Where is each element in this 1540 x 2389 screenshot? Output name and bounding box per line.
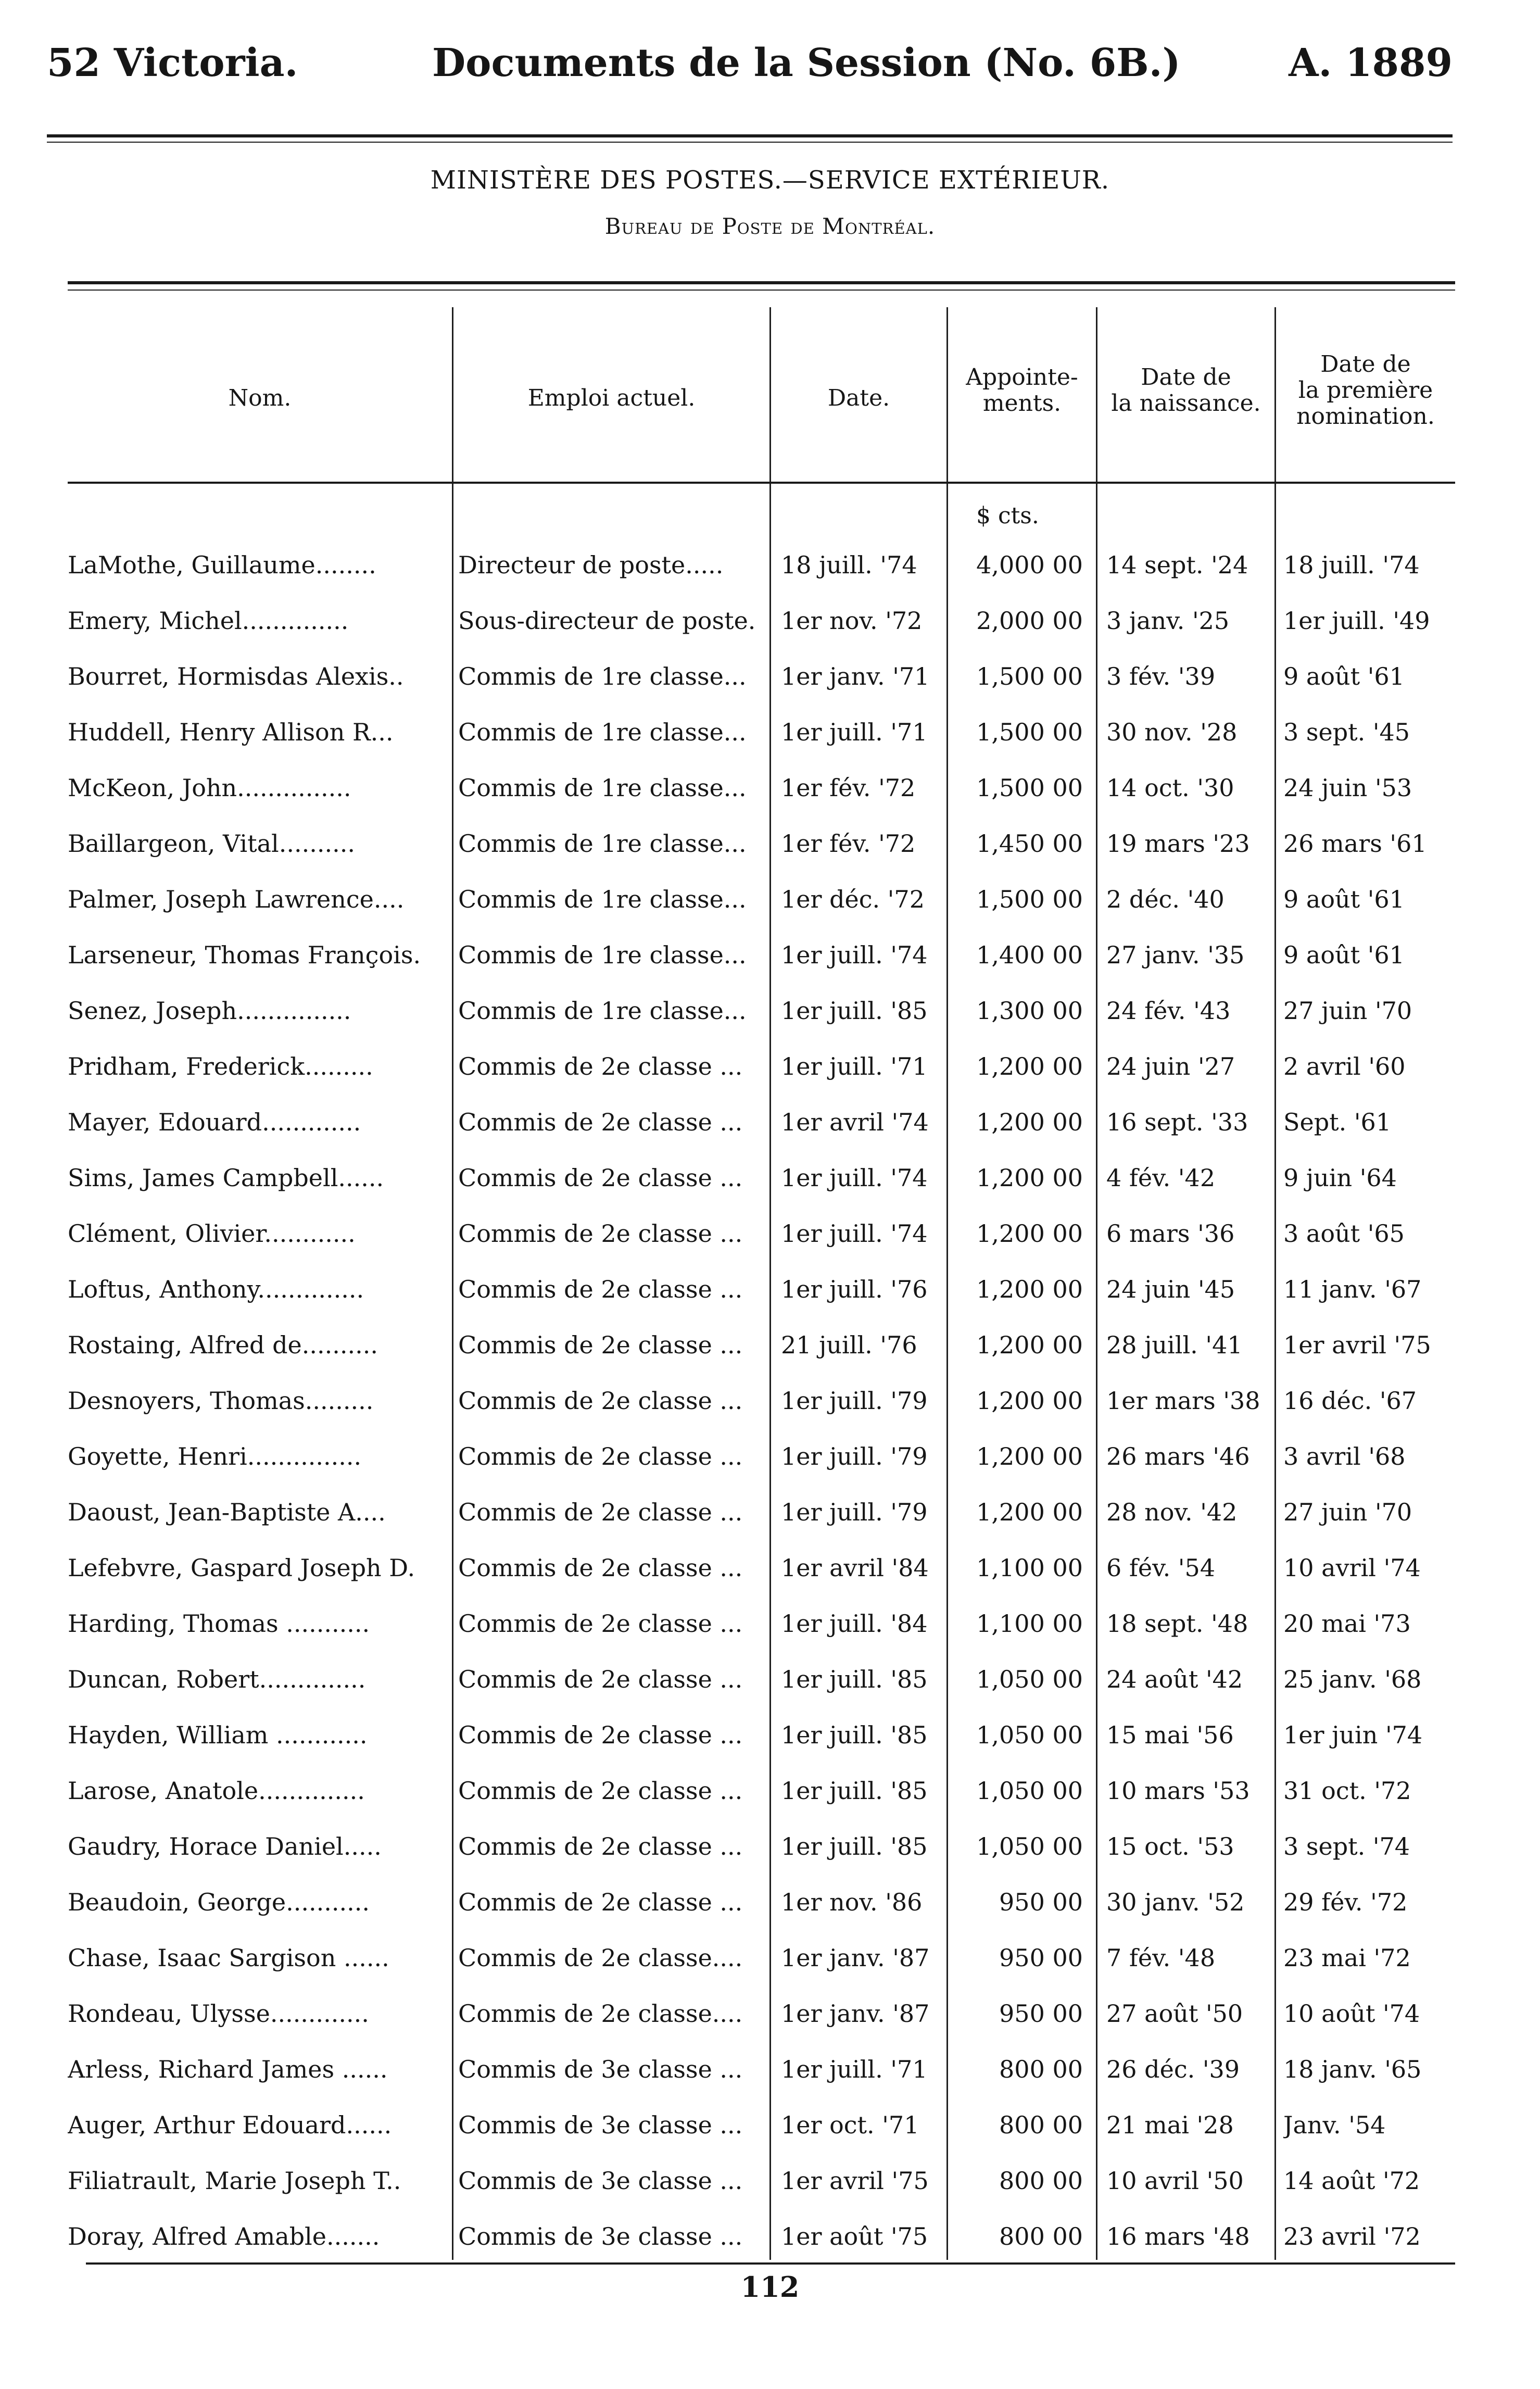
salary-amount: 1,300 00 bbox=[976, 997, 1083, 1025]
employee-name: Chase, Isaac Sargison ...... bbox=[68, 1944, 389, 1972]
employment-date: 1er déc. '72 bbox=[781, 885, 925, 913]
birth-date: 10 avril '50 bbox=[1106, 2167, 1244, 2195]
birth-date: 10 mars '53 bbox=[1106, 1777, 1250, 1805]
first-appointment-date: 10 avril '74 bbox=[1283, 1554, 1421, 1582]
employment-title: Commis de 3e classe ... bbox=[458, 2055, 743, 2083]
employee-name: Rostaing, Alfred de.......... bbox=[68, 1331, 378, 1359]
birth-date: 1er mars '38 bbox=[1106, 1387, 1260, 1415]
employment-date: 1er juill. '74 bbox=[781, 1219, 928, 1248]
employee-name: Senez, Joseph............... bbox=[68, 997, 351, 1025]
birth-date: 24 juin '45 bbox=[1106, 1275, 1235, 1303]
table-top-rule-thick bbox=[68, 281, 1455, 284]
birth-date: 6 mars '36 bbox=[1106, 1219, 1235, 1248]
birth-date: 30 nov. '28 bbox=[1106, 718, 1238, 746]
first-appointment-date: 9 juin '64 bbox=[1283, 1164, 1397, 1192]
salary-amount: 1,050 00 bbox=[976, 1665, 1083, 1693]
employment-title: Commis de 2e classe ... bbox=[458, 1721, 743, 1749]
birth-date: 24 fév. '43 bbox=[1106, 997, 1231, 1025]
column-header-appt-line2: la première bbox=[1298, 377, 1433, 404]
birth-date: 19 mars '23 bbox=[1106, 829, 1250, 858]
birth-date: 28 juill. '41 bbox=[1106, 1331, 1243, 1359]
first-appointment-date: 1er juin '74 bbox=[1283, 1721, 1423, 1749]
employee-name: Rondeau, Ulysse............. bbox=[68, 2000, 369, 2028]
employment-title: Commis de 2e classe.... bbox=[458, 1944, 743, 1972]
employee-name: Desnoyers, Thomas......... bbox=[68, 1387, 374, 1415]
employment-date: 1er avril '84 bbox=[781, 1554, 929, 1582]
employment-title: Commis de 2e classe ... bbox=[458, 1665, 743, 1693]
salary-amount: 1,200 00 bbox=[976, 1164, 1083, 1192]
employment-date: 1er juill. '71 bbox=[781, 2055, 928, 2083]
employment-date: 18 juill. '74 bbox=[781, 551, 917, 579]
salary-amount: 800 00 bbox=[999, 2167, 1083, 2195]
column-header-salary bbox=[948, 364, 1096, 417]
employment-title: Commis de 2e classe ... bbox=[458, 1777, 743, 1805]
footer-rule bbox=[86, 2262, 1455, 2265]
employment-title: Commis de 2e classe ... bbox=[458, 1331, 743, 1359]
employment-date: 1er avril '74 bbox=[781, 1108, 929, 1136]
birth-date: 30 janv. '52 bbox=[1106, 1888, 1245, 1916]
salary-amount: 1,500 00 bbox=[976, 774, 1083, 802]
first-appointment-date: 23 avril '72 bbox=[1283, 2222, 1421, 2250]
birth-date: 3 janv. '25 bbox=[1106, 607, 1230, 635]
employment-title: Commis de 1re classe... bbox=[458, 829, 747, 858]
table-row bbox=[0, 1879, 1540, 1934]
first-appointment-date: 24 juin '53 bbox=[1283, 774, 1412, 802]
first-appointment-date: 3 sept. '74 bbox=[1283, 1832, 1410, 1860]
first-appointment-date: 27 juin '70 bbox=[1283, 1498, 1412, 1526]
page-title: MINISTÈRE DES POSTES.—SERVICE EXTÉRIEUR. bbox=[430, 166, 1110, 195]
employment-title: Commis de 1re classe... bbox=[458, 774, 747, 802]
first-appointment-date: Janv. '54 bbox=[1283, 2111, 1386, 2139]
table-row bbox=[0, 1377, 1540, 1433]
column-header-appt-line3: nomination. bbox=[1296, 403, 1435, 430]
salary-amount: 1,200 00 bbox=[976, 1387, 1083, 1415]
salary-units-label: $ cts. bbox=[976, 502, 1039, 529]
table-row bbox=[0, 1210, 1540, 1266]
employment-title: Directeur de poste..... bbox=[458, 551, 724, 579]
table-row bbox=[0, 1823, 1540, 1879]
employee-name: Clément, Olivier............ bbox=[68, 1219, 356, 1248]
first-appointment-date: 9 août '61 bbox=[1283, 662, 1405, 690]
birth-date: 28 nov. '42 bbox=[1106, 1498, 1238, 1526]
first-appointment-date: 2 avril '60 bbox=[1283, 1052, 1406, 1080]
employment-title: Sous-directeur de poste. bbox=[458, 607, 756, 635]
column-header-employment bbox=[453, 385, 769, 411]
first-appointment-date: 1er avril '75 bbox=[1283, 1331, 1431, 1359]
employment-date: 1er juill. '71 bbox=[781, 1052, 928, 1080]
employment-title: Commis de 2e classe ... bbox=[458, 1888, 743, 1916]
employee-name: Larseneur, Thomas François. bbox=[68, 941, 421, 969]
first-appointment-date: 16 déc. '67 bbox=[1283, 1387, 1417, 1415]
birth-date: 27 août '50 bbox=[1106, 2000, 1243, 2028]
employee-name: Larose, Anatole.............. bbox=[68, 1777, 365, 1805]
employment-date: 1er juill. '76 bbox=[781, 1275, 928, 1303]
first-appointment-date: 29 fév. '72 bbox=[1283, 1888, 1408, 1916]
birth-date: 4 fév. '42 bbox=[1106, 1164, 1216, 1192]
salary-amount: 1,400 00 bbox=[976, 941, 1083, 969]
employment-date: 1er juill. '85 bbox=[781, 1777, 928, 1805]
employment-title: Commis de 2e classe ... bbox=[458, 1387, 743, 1415]
salary-amount: 1,500 00 bbox=[976, 662, 1083, 690]
employment-title: Commis de 3e classe ... bbox=[458, 2222, 743, 2250]
table-row bbox=[0, 1099, 1540, 1154]
employment-date: 1er janv. '71 bbox=[781, 662, 930, 690]
table-row bbox=[0, 1544, 1540, 1600]
column-header-date bbox=[771, 385, 946, 411]
table-top-rule-thin bbox=[68, 290, 1455, 291]
employee-name: Arless, Richard James ...... bbox=[68, 2055, 388, 2083]
first-appointment-date: Sept. '61 bbox=[1283, 1108, 1392, 1136]
table-row bbox=[0, 1266, 1540, 1322]
salary-amount: 2,000 00 bbox=[976, 607, 1083, 635]
salary-amount: 800 00 bbox=[999, 2222, 1083, 2250]
employment-title: Commis de 1re classe... bbox=[458, 662, 747, 690]
first-appointment-date: 11 janv. '67 bbox=[1283, 1275, 1422, 1303]
employee-name: Huddell, Henry Allison R... bbox=[68, 718, 394, 746]
employee-name: Daoust, Jean-Baptiste A.... bbox=[68, 1498, 386, 1526]
employment-title: Commis de 1re classe... bbox=[458, 718, 747, 746]
employment-date: 1er juill. '79 bbox=[781, 1442, 928, 1470]
employment-date: 1er janv. '87 bbox=[781, 1944, 930, 1972]
first-appointment-date: 10 août '74 bbox=[1283, 2000, 1420, 2028]
column-header-salary-line1: Appointe- bbox=[966, 364, 1078, 391]
first-appointment-date: 1er juill. '49 bbox=[1283, 607, 1430, 635]
salary-amount: 950 00 bbox=[999, 1888, 1083, 1916]
salary-amount: 1,100 00 bbox=[976, 1554, 1083, 1582]
running-header-right: A. 1889 bbox=[1289, 41, 1453, 85]
employee-name: McKeon, John............... bbox=[68, 774, 351, 802]
table-row bbox=[0, 1154, 1540, 1210]
employment-date: 1er juill. '85 bbox=[781, 1832, 928, 1860]
employment-date: 1er nov. '72 bbox=[781, 607, 923, 635]
table-row bbox=[0, 542, 1540, 597]
employment-title: Commis de 2e classe ... bbox=[458, 1442, 743, 1470]
column-header-rule bbox=[68, 482, 1455, 484]
first-appointment-date: 3 août '65 bbox=[1283, 1219, 1405, 1248]
column-header-birth-line1: Date de bbox=[1141, 364, 1231, 391]
employee-name: Palmer, Joseph Lawrence.... bbox=[68, 885, 405, 913]
employee-name: Pridham, Frederick......... bbox=[68, 1052, 373, 1080]
column-header-date-label: Date. bbox=[827, 385, 890, 411]
birth-date: 6 fév. '54 bbox=[1106, 1554, 1216, 1582]
salary-amount: 1,050 00 bbox=[976, 1721, 1083, 1749]
employee-name: Gaudry, Horace Daniel..... bbox=[68, 1832, 382, 1860]
running-header bbox=[47, 41, 1453, 98]
first-appointment-date: 26 mars '61 bbox=[1283, 829, 1427, 858]
table-row bbox=[0, 1433, 1540, 1489]
table-row bbox=[0, 1600, 1540, 1656]
birth-date: 3 fév. '39 bbox=[1106, 662, 1216, 690]
first-appointment-date: 31 oct. '72 bbox=[1283, 1777, 1411, 1805]
birth-date: 21 mai '28 bbox=[1106, 2111, 1234, 2139]
page-subtitle: Bureau de Poste de Montréal. bbox=[604, 213, 936, 239]
employee-name: Auger, Arthur Edouard...... bbox=[68, 2111, 392, 2139]
salary-amount: 950 00 bbox=[999, 1944, 1083, 1972]
table-row bbox=[0, 653, 1540, 709]
salary-amount: 1,200 00 bbox=[976, 1219, 1083, 1248]
employment-date: 1er fév. '72 bbox=[781, 774, 916, 802]
table-row bbox=[0, 2213, 1540, 2269]
employment-title: Commis de 1re classe... bbox=[458, 941, 747, 969]
employment-date: 1er juill. '74 bbox=[781, 1164, 928, 1192]
birth-date: 16 mars '48 bbox=[1106, 2222, 1250, 2250]
salary-amount: 1,450 00 bbox=[976, 829, 1083, 858]
page-number: 112 bbox=[740, 2270, 800, 2304]
employee-name: Harding, Thomas ........... bbox=[68, 1610, 370, 1638]
employee-name: Filiatrault, Marie Joseph T.. bbox=[68, 2167, 401, 2195]
table-row bbox=[0, 1322, 1540, 1377]
salary-amount: 1,200 00 bbox=[976, 1275, 1083, 1303]
table-row bbox=[0, 1767, 1540, 1823]
column-header-name bbox=[68, 385, 452, 411]
salary-amount: 4,000 00 bbox=[976, 551, 1083, 579]
employment-date: 1er août '75 bbox=[781, 2222, 928, 2250]
employment-title: Commis de 2e classe ... bbox=[458, 1498, 743, 1526]
birth-date: 27 janv. '35 bbox=[1106, 941, 1245, 969]
employment-date: 1er juill. '74 bbox=[781, 941, 928, 969]
birth-date: 24 juin '27 bbox=[1106, 1052, 1235, 1080]
first-appointment-date: 9 août '61 bbox=[1283, 885, 1405, 913]
first-appointment-date: 9 août '61 bbox=[1283, 941, 1405, 969]
employment-date: 1er avril '75 bbox=[781, 2167, 929, 2195]
birth-date: 18 sept. '48 bbox=[1106, 1610, 1248, 1638]
employment-date: 1er juill. '85 bbox=[781, 997, 928, 1025]
salary-amount: 1,050 00 bbox=[976, 1777, 1083, 1805]
employment-title: Commis de 2e classe.... bbox=[458, 2000, 743, 2028]
header-rule-thin bbox=[47, 142, 1453, 143]
employment-title: Commis de 1re classe... bbox=[458, 885, 747, 913]
employee-name: Goyette, Henri............... bbox=[68, 1442, 362, 1470]
employment-title: Commis de 2e classe ... bbox=[458, 1052, 743, 1080]
employment-title: Commis de 1re classe... bbox=[458, 997, 747, 1025]
table-row bbox=[0, 1656, 1540, 1712]
column-header-employment-label: Emploi actuel. bbox=[527, 385, 696, 411]
first-appointment-date: 18 juill. '74 bbox=[1283, 551, 1420, 579]
salary-amount: 1,200 00 bbox=[976, 1498, 1083, 1526]
table-row bbox=[0, 1934, 1540, 1990]
salary-amount: 1,050 00 bbox=[976, 1832, 1083, 1860]
employment-date: 1er janv. '87 bbox=[781, 2000, 930, 2028]
column-header-appt-line1: Date de bbox=[1320, 351, 1411, 378]
staff-table-body bbox=[0, 542, 1540, 2269]
birth-date: 7 fév. '48 bbox=[1106, 1944, 1216, 1972]
first-appointment-date: 27 juin '70 bbox=[1283, 997, 1412, 1025]
employment-date: 1er juill. '84 bbox=[781, 1610, 928, 1638]
first-appointment-date: 3 sept. '45 bbox=[1283, 718, 1410, 746]
employment-date: 21 juill. '76 bbox=[781, 1331, 917, 1359]
employment-title: Commis de 2e classe ... bbox=[458, 1554, 743, 1582]
birth-date: 14 sept. '24 bbox=[1106, 551, 1248, 579]
salary-amount: 1,500 00 bbox=[976, 885, 1083, 913]
table-row bbox=[0, 1990, 1540, 2046]
employee-name: Hayden, William ............ bbox=[68, 1721, 368, 1749]
birth-date: 15 oct. '53 bbox=[1106, 1832, 1234, 1860]
first-appointment-date: 23 mai '72 bbox=[1283, 1944, 1411, 1972]
birth-date: 14 oct. '30 bbox=[1106, 774, 1234, 802]
table-row bbox=[0, 987, 1540, 1043]
running-header-left: 52 Victoria. bbox=[47, 41, 298, 85]
first-appointment-date: 3 avril '68 bbox=[1283, 1442, 1406, 1470]
salary-amount: 1,200 00 bbox=[976, 1442, 1083, 1470]
salary-amount: 1,500 00 bbox=[976, 718, 1083, 746]
birth-date: 26 déc. '39 bbox=[1106, 2055, 1240, 2083]
table-row bbox=[0, 2046, 1540, 2102]
column-header-birth-line2: la naissance. bbox=[1111, 390, 1261, 417]
employment-date: 1er oct. '71 bbox=[781, 2111, 919, 2139]
employee-name: Doray, Alfred Amable....... bbox=[68, 2222, 380, 2250]
employee-name: Lefebvre, Gaspard Joseph D. bbox=[68, 1554, 415, 1582]
table-row bbox=[0, 764, 1540, 820]
table-row bbox=[0, 1489, 1540, 1544]
column-header-salary-line2: ments. bbox=[982, 390, 1062, 417]
employment-title: Commis de 2e classe ... bbox=[458, 1832, 743, 1860]
employment-date: 1er nov. '86 bbox=[781, 1888, 923, 1916]
salary-amount: 1,200 00 bbox=[976, 1331, 1083, 1359]
employee-name: LaMothe, Guillaume........ bbox=[68, 551, 376, 579]
employee-name: Bourret, Hormisdas Alexis.. bbox=[68, 662, 404, 690]
employment-date: 1er juill. '71 bbox=[781, 718, 928, 746]
column-header-birth bbox=[1097, 364, 1274, 417]
employee-name: Mayer, Edouard............. bbox=[68, 1108, 361, 1136]
employment-title: Commis de 2e classe ... bbox=[458, 1108, 743, 1136]
header-rule-thick bbox=[47, 134, 1453, 137]
employee-name: Beaudoin, George........... bbox=[68, 1888, 370, 1916]
employment-date: 1er juill. '79 bbox=[781, 1498, 928, 1526]
running-header-center: Documents de la Session (No. 6B.) bbox=[432, 41, 1181, 85]
birth-date: 2 déc. '40 bbox=[1106, 885, 1225, 913]
table-row bbox=[0, 2157, 1540, 2213]
employment-title: Commis de 2e classe ... bbox=[458, 1610, 743, 1638]
table-row bbox=[0, 597, 1540, 653]
table-row bbox=[0, 932, 1540, 987]
column-header-first-appointment bbox=[1276, 351, 1455, 430]
employment-title: Commis de 2e classe ... bbox=[458, 1219, 743, 1248]
employee-name: Baillargeon, Vital.......... bbox=[68, 829, 355, 858]
employee-name: Loftus, Anthony.............. bbox=[68, 1275, 364, 1303]
first-appointment-date: 25 janv. '68 bbox=[1283, 1665, 1422, 1693]
salary-amount: 1,200 00 bbox=[976, 1108, 1083, 1136]
first-appointment-date: 20 mai '73 bbox=[1283, 1610, 1411, 1638]
salary-amount: 1,100 00 bbox=[976, 1610, 1083, 1638]
birth-date: 15 mai '56 bbox=[1106, 1721, 1234, 1749]
table-row bbox=[0, 2102, 1540, 2157]
employment-date: 1er juill. '85 bbox=[781, 1721, 928, 1749]
table-row bbox=[0, 709, 1540, 764]
first-appointment-date: 18 janv. '65 bbox=[1283, 2055, 1422, 2083]
employee-name: Sims, James Campbell...... bbox=[68, 1164, 384, 1192]
employment-date: 1er juill. '79 bbox=[781, 1387, 928, 1415]
employment-title: Commis de 2e classe ... bbox=[458, 1275, 743, 1303]
birth-date: 16 sept. '33 bbox=[1106, 1108, 1248, 1136]
employment-title: Commis de 2e classe ... bbox=[458, 1164, 743, 1192]
first-appointment-date: 14 août '72 bbox=[1283, 2167, 1420, 2195]
salary-amount: 800 00 bbox=[999, 2111, 1083, 2139]
employment-title: Commis de 3e classe ... bbox=[458, 2111, 743, 2139]
birth-date: 24 août '42 bbox=[1106, 1665, 1243, 1693]
table-row bbox=[0, 1712, 1540, 1767]
table-row bbox=[0, 820, 1540, 876]
employment-date: 1er juill. '85 bbox=[781, 1665, 928, 1693]
salary-amount: 800 00 bbox=[999, 2055, 1083, 2083]
employment-date: 1er fév. '72 bbox=[781, 829, 916, 858]
column-header-name-label: Nom. bbox=[228, 385, 292, 411]
table-row bbox=[0, 876, 1540, 932]
birth-date: 26 mars '46 bbox=[1106, 1442, 1250, 1470]
employee-name: Emery, Michel.............. bbox=[68, 607, 349, 635]
salary-amount: 950 00 bbox=[999, 2000, 1083, 2028]
employee-name: Duncan, Robert.............. bbox=[68, 1665, 366, 1693]
employment-title: Commis de 3e classe ... bbox=[458, 2167, 743, 2195]
table-row bbox=[0, 1043, 1540, 1099]
salary-amount: 1,200 00 bbox=[976, 1052, 1083, 1080]
